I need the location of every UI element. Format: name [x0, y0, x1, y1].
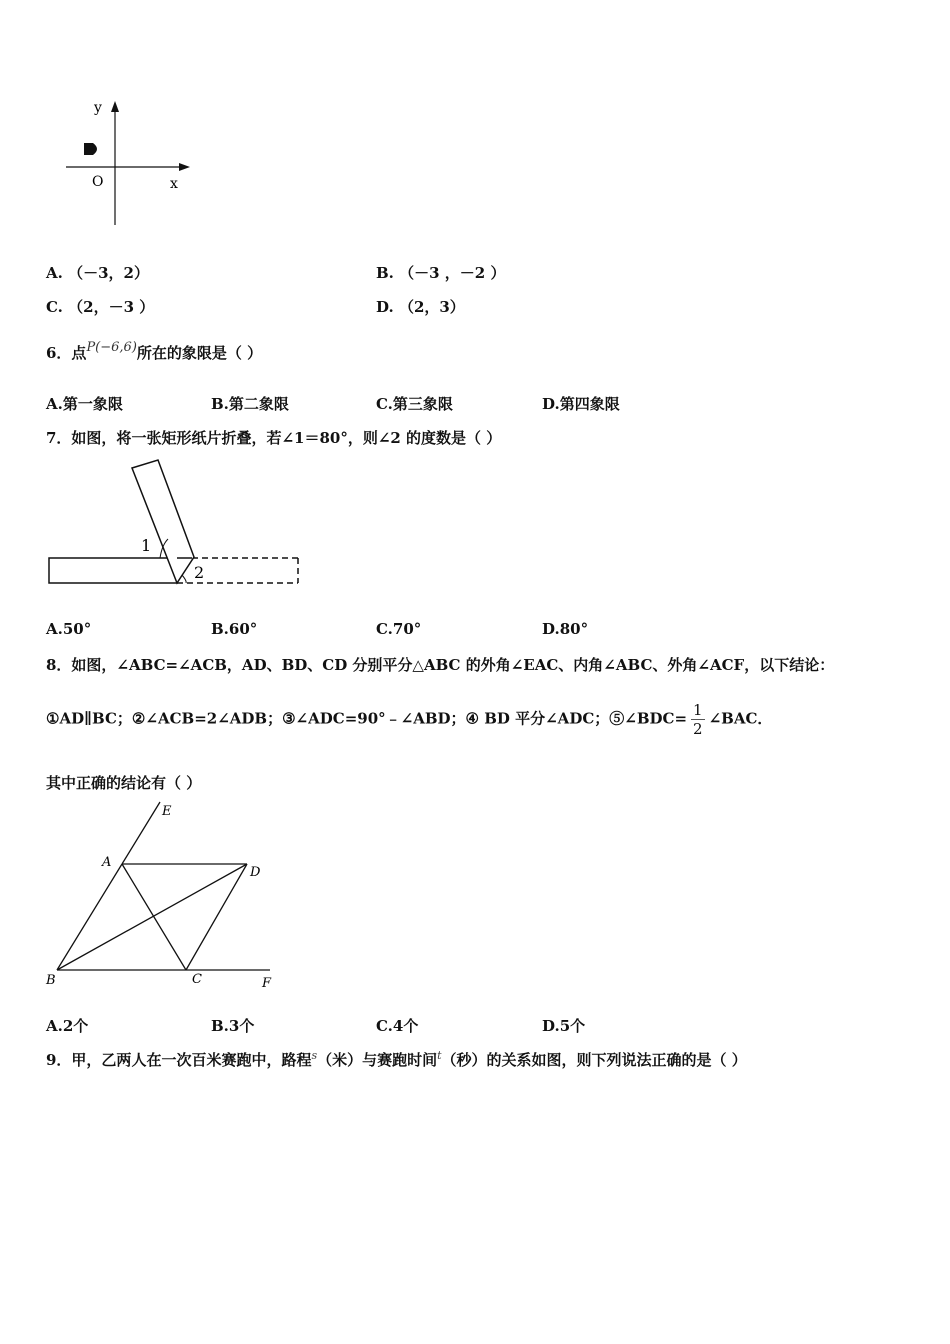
q8-stem: 8．如图，∠ABC=∠ACB，AD、BD、CD 分别平分△ABC 的外角∠EAC、内角∠ABC、外角∠ACF，以下结论： [46, 656, 835, 674]
q8-option-c[interactable]: C.4个 [376, 1017, 419, 1035]
q6-stem: 6．点P(−6,6)所在的象限是（ ） [46, 340, 263, 362]
q7-option-d[interactable]: D.80° [542, 620, 589, 638]
ray-AE [122, 802, 160, 864]
y-axis-arrow [111, 101, 119, 112]
q8-option-a[interactable]: A.2个 [46, 1017, 89, 1035]
q6-option-a[interactable]: A.第一象限 [46, 395, 123, 413]
q5-option-c[interactable]: C. （2，－3 ） [46, 298, 155, 316]
q5-option-d[interactable]: D. （2，3） [376, 298, 465, 316]
folded-flap [132, 460, 194, 583]
q9-stem: 9．甲，乙两人在一次百米赛跑中，路程$^s$（米）与赛跑时间$^t$（秒）的关系如图，则下列说法正确的是（ ） [46, 1049, 747, 1069]
label-B: B [46, 973, 56, 988]
geometry-figure [40, 798, 290, 998]
q7-option-c[interactable]: C.70° [376, 620, 422, 638]
q8-prompt: 其中正确的结论有（ ） [46, 774, 202, 792]
label-A: A [102, 855, 112, 870]
folded-paper-figure [44, 455, 309, 595]
variable-t: t [437, 1049, 442, 1062]
label-D: D [250, 865, 261, 880]
point-label: P(−6,6) [86, 340, 137, 355]
paper-strip [49, 558, 177, 583]
segment-AB [57, 864, 122, 970]
variable-s: s [311, 1049, 318, 1062]
x-axis-label: x [170, 176, 178, 192]
q8-conclusions: ①AD∥BC；②∠ACB=2∠ADB；③∠ADC=90°﹣∠ABD；④ BD 平分∠ADC；⑤∠BDC= $\frac{1}{2}$ ∠BAC． [46, 701, 773, 738]
y-axis-label: y [94, 100, 102, 116]
q8-option-b[interactable]: B.3个 [211, 1017, 255, 1035]
segment-BD [57, 864, 247, 970]
q8-option-d[interactable]: D.5个 [542, 1017, 586, 1035]
q6-option-c[interactable]: C.第三象限 [376, 395, 453, 413]
point-marker [84, 143, 97, 155]
q5-option-b[interactable]: B. （－3 ，－2 ） [376, 264, 506, 282]
q7-option-b[interactable]: B.60° [211, 620, 258, 638]
q7-stem: 7．如图，将一张矩形纸片折叠，若∠1＝80°，则∠2 的度数是（ ） [46, 429, 502, 447]
q6-option-b[interactable]: B.第二象限 [211, 395, 289, 413]
coordinate-figure [58, 95, 198, 230]
q7-option-a[interactable]: A.50° [46, 620, 92, 638]
origin-label: O [92, 174, 104, 190]
x-axis-arrow [179, 163, 190, 171]
label-C: C [192, 972, 202, 987]
angle-2-label: 2 [194, 563, 205, 582]
segment-AC [122, 864, 186, 970]
angle-2-arc [182, 575, 186, 583]
segment-CD [186, 864, 247, 970]
q6-option-d[interactable]: D.第四象限 [542, 395, 620, 413]
angle-1-label: 1 [141, 536, 152, 555]
half-fraction: $\frac{1}{2}$ [693, 701, 703, 738]
q5-option-a[interactable]: A. （－3，2） [46, 264, 149, 282]
label-F: F [262, 976, 272, 991]
label-E: E [162, 804, 172, 819]
